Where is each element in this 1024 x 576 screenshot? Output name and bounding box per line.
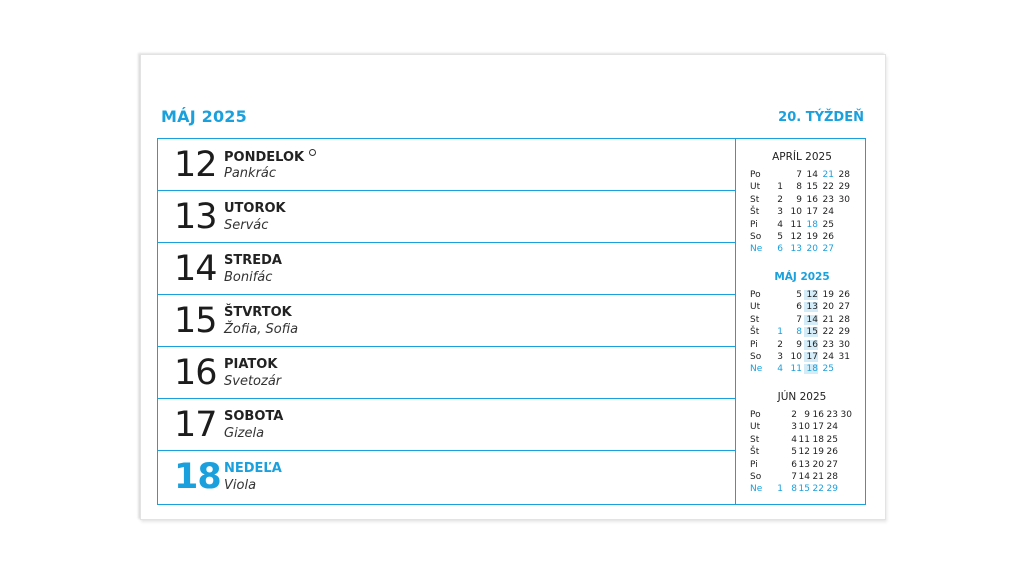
mini-calendar-row <box>738 364 866 376</box>
mini-calendar-day: 17 <box>804 352 818 362</box>
weekday-label: Pi <box>750 219 758 230</box>
mini-calendar-row <box>738 410 866 422</box>
mini-calendar-day: 25 <box>826 434 838 445</box>
day-row[interactable] <box>158 243 735 295</box>
mini-calendar-row <box>738 435 866 447</box>
mini-calendar-day: 6 <box>796 302 802 313</box>
weekday-label: St <box>750 314 760 325</box>
mini-calendar-day: 16 <box>812 410 824 420</box>
weekday-label: Št <box>750 207 760 218</box>
mini-calendar-day: 30 <box>838 194 850 205</box>
mini-calendar-day: 8 <box>796 327 802 338</box>
nameday: Pankrác <box>224 166 277 181</box>
mini-calendar-day: 1 <box>777 327 783 338</box>
mini-calendar-row <box>738 220 866 232</box>
mini-calendar-day: 27 <box>826 459 838 470</box>
mini-calendar-day: 12 <box>790 232 802 242</box>
mini-calendar-day: 30 <box>840 410 852 420</box>
day-name <box>224 461 282 476</box>
mini-calendar-day: 22 <box>812 484 824 495</box>
mini-calendar-day: 18 <box>806 219 818 230</box>
mini-calendar-day: 23 <box>822 339 834 350</box>
day-name <box>224 149 316 165</box>
mini-calendar-row <box>738 170 866 182</box>
mini-calendar-day: 12 <box>804 290 818 300</box>
mini-calendar-row <box>738 232 866 244</box>
nameday: Servác <box>224 218 269 233</box>
day-row[interactable] <box>158 451 735 503</box>
mini-calendar-title: APRÍL 2025 <box>772 151 832 163</box>
mini-calendar-row <box>738 302 866 314</box>
mini-calendar-day: 22 <box>822 182 834 193</box>
day-number: 15 <box>174 301 217 341</box>
mini-calendar-day: 20 <box>822 302 834 313</box>
mini-calendar-day: 25 <box>822 364 834 375</box>
mini-calendar-day: 17 <box>806 207 818 218</box>
weekday-label: Ut <box>750 302 761 313</box>
mini-calendar-row <box>738 327 866 339</box>
mini-calendar-day: 27 <box>822 244 834 255</box>
week-frame <box>157 138 866 505</box>
mini-calendar-day: 15 <box>798 484 810 495</box>
mini-calendar-row <box>738 484 866 496</box>
nameday: Žofia, Sofia <box>224 322 299 337</box>
mini-calendar-day: 16 <box>806 194 818 205</box>
mini-calendar-day: 28 <box>838 170 850 180</box>
mini-calendars <box>738 139 866 504</box>
day-number: 12 <box>174 145 217 185</box>
mini-calendar-row <box>738 195 866 207</box>
mini-calendar-day: 7 <box>796 314 802 325</box>
mini-calendar-day: 9 <box>796 194 802 205</box>
mini-calendar-day: 20 <box>812 459 824 470</box>
weekday-label: Pi <box>750 339 758 350</box>
mini-calendar-day: 28 <box>838 314 850 325</box>
day-name <box>224 253 282 268</box>
day-number: 18 <box>174 457 221 497</box>
mini-calendar-day: 17 <box>812 422 824 433</box>
mini-calendar-day: 14 <box>798 472 810 482</box>
mini-calendar-row <box>738 447 866 459</box>
mini-calendar-day: 6 <box>791 459 797 470</box>
day-name-text: ŠTVRTOK <box>224 305 292 320</box>
mini-calendar-day: 24 <box>822 207 834 218</box>
weekday-label: So <box>750 472 762 482</box>
mini-calendar-day: 23 <box>822 194 834 205</box>
mini-calendar-day: 9 <box>796 339 802 350</box>
day-name <box>224 305 292 320</box>
mini-calendar-day: 30 <box>838 339 850 350</box>
mini-calendar-day: 29 <box>826 484 838 495</box>
day-name-text: STREDA <box>224 253 282 268</box>
weekday-label: Ut <box>750 422 761 433</box>
mini-calendar-day: 26 <box>822 232 834 242</box>
mini-calendar-day: 11 <box>790 364 802 375</box>
mini-calendar-day: 11 <box>790 219 802 230</box>
mini-calendar-title: MÁJ 2025 <box>774 271 830 283</box>
mini-calendar-day: 10 <box>790 207 802 218</box>
mini-calendar-row <box>738 244 866 256</box>
mini-calendar-row <box>738 472 866 484</box>
day-name-text: PONDELOK <box>224 150 305 165</box>
mini-calendar-day: 1 <box>777 182 783 193</box>
mini-calendar-day: 11 <box>798 434 810 445</box>
weekday-label: Ut <box>750 182 761 193</box>
mini-calendar-day: 15 <box>804 327 818 337</box>
day-row[interactable] <box>158 191 735 243</box>
mini-calendar-day: 18 <box>812 434 824 445</box>
mini-calendar-day: 4 <box>791 434 797 445</box>
mini-calendar-day: 13 <box>790 244 802 255</box>
mini-calendar-day: 5 <box>796 290 802 300</box>
nameday: Viola <box>224 478 257 493</box>
mini-calendar-day: 22 <box>822 327 834 338</box>
weekday-label: Ne <box>750 364 763 375</box>
mini-calendar-row <box>738 422 866 434</box>
full-moon-icon <box>309 149 316 156</box>
nameday: Svetozár <box>224 374 282 389</box>
mini-calendar-day: 19 <box>806 232 818 242</box>
mini-calendar-day: 3 <box>777 207 783 218</box>
mini-calendar-day: 3 <box>777 352 783 362</box>
mini-calendar-row <box>738 340 866 352</box>
day-row[interactable] <box>158 295 735 347</box>
weekday-label: Po <box>750 170 761 180</box>
mini-calendar-day: 14 <box>804 315 818 325</box>
mini-calendar-day: 2 <box>777 339 783 350</box>
weekday-label: So <box>750 352 762 362</box>
nameday: Bonifác <box>224 270 273 285</box>
mini-calendar-day: 16 <box>804 340 818 350</box>
mini-calendar-day: 2 <box>777 194 783 205</box>
day-row[interactable] <box>158 139 735 191</box>
mini-calendar-day: 18 <box>804 364 818 374</box>
weekday-label: Pi <box>750 459 758 470</box>
day-number: 16 <box>174 353 217 393</box>
day-row[interactable] <box>158 399 735 451</box>
mini-calendar-day: 29 <box>838 182 850 193</box>
month-title: MÁJ 2025 <box>161 107 247 126</box>
mini-calendar-day: 10 <box>790 352 802 362</box>
day-name <box>224 201 286 216</box>
day-name <box>224 357 277 372</box>
mini-calendar-day: 21 <box>812 472 824 482</box>
mini-calendar-day: 8 <box>796 182 802 193</box>
mini-calendar-day: 27 <box>838 302 850 313</box>
weekday-label: Ne <box>750 244 763 255</box>
weekday-label: Št <box>750 327 760 338</box>
day-name <box>224 409 283 424</box>
mini-calendar-title: JÚN 2025 <box>777 391 827 403</box>
mini-calendar-day: 31 <box>838 352 850 362</box>
weekday-label: So <box>750 232 762 242</box>
mini-calendar-day: 7 <box>791 472 797 482</box>
weekday-label: St <box>750 434 760 445</box>
mini-calendar-day: 3 <box>791 422 797 433</box>
day-name-text: NEDEĽA <box>224 461 282 476</box>
mini-calendar-row <box>738 460 866 472</box>
mini-calendar-row <box>738 352 866 364</box>
mini-calendar-day: 9 <box>804 410 810 420</box>
mini-calendar-day: 21 <box>822 314 834 325</box>
day-row[interactable] <box>158 347 735 399</box>
mini-calendar-row <box>738 315 866 327</box>
mini-calendar-day: 7 <box>796 170 802 180</box>
weekday-label: Št <box>750 447 760 458</box>
mini-calendar-day: 4 <box>777 364 783 375</box>
mini-calendar-day: 25 <box>822 219 834 230</box>
mini-calendar-day: 23 <box>826 410 838 420</box>
mini-calendar-day: 20 <box>806 244 818 255</box>
day-number: 14 <box>174 249 217 289</box>
mini-calendar-day: 5 <box>777 232 783 242</box>
mini-calendar-day: 14 <box>806 170 818 180</box>
day-name-text: PIATOK <box>224 357 278 372</box>
mini-calendar-day: 15 <box>806 182 818 193</box>
mini-calendar-day: 13 <box>804 302 818 312</box>
mini-calendar-day: 13 <box>798 459 810 470</box>
mini-calendar-day: 6 <box>777 244 783 255</box>
mini-calendar-day: 29 <box>838 327 850 338</box>
day-name-text: UTOROK <box>224 201 286 216</box>
mini-calendar-row <box>738 290 866 302</box>
day-number: 13 <box>174 197 217 237</box>
mini-calendar-day: 21 <box>822 170 834 180</box>
day-list <box>158 139 736 504</box>
mini-calendar-day: 4 <box>777 219 783 230</box>
mini-calendar-day: 10 <box>798 422 810 433</box>
day-number: 17 <box>174 405 217 445</box>
mini-calendar-row <box>738 182 866 194</box>
mini-calendar-day: 24 <box>822 352 834 362</box>
weekday-label: St <box>750 194 760 205</box>
mini-calendar-row <box>738 207 866 219</box>
weekday-label: Ne <box>750 484 763 495</box>
mini-calendar-day: 26 <box>838 290 850 300</box>
mini-calendar-day: 19 <box>812 447 824 458</box>
weekday-label: Po <box>750 290 761 300</box>
mini-calendar-day: 2 <box>791 410 797 420</box>
day-name-text: SOBOTA <box>224 409 284 424</box>
mini-calendar-day: 12 <box>798 447 810 458</box>
week-number: 20. TÝŽDEŇ <box>778 110 864 125</box>
nameday: Gizela <box>224 426 265 441</box>
mini-calendar-day: 1 <box>777 484 783 495</box>
mini-calendar-day: 19 <box>822 290 834 300</box>
mini-calendar-day: 28 <box>826 472 838 482</box>
mini-calendar-day: 26 <box>826 447 838 458</box>
mini-calendar-day: 5 <box>791 447 797 458</box>
mini-calendar-day: 24 <box>826 422 838 433</box>
mini-calendar-day: 8 <box>791 484 797 495</box>
weekday-label: Po <box>750 410 761 420</box>
